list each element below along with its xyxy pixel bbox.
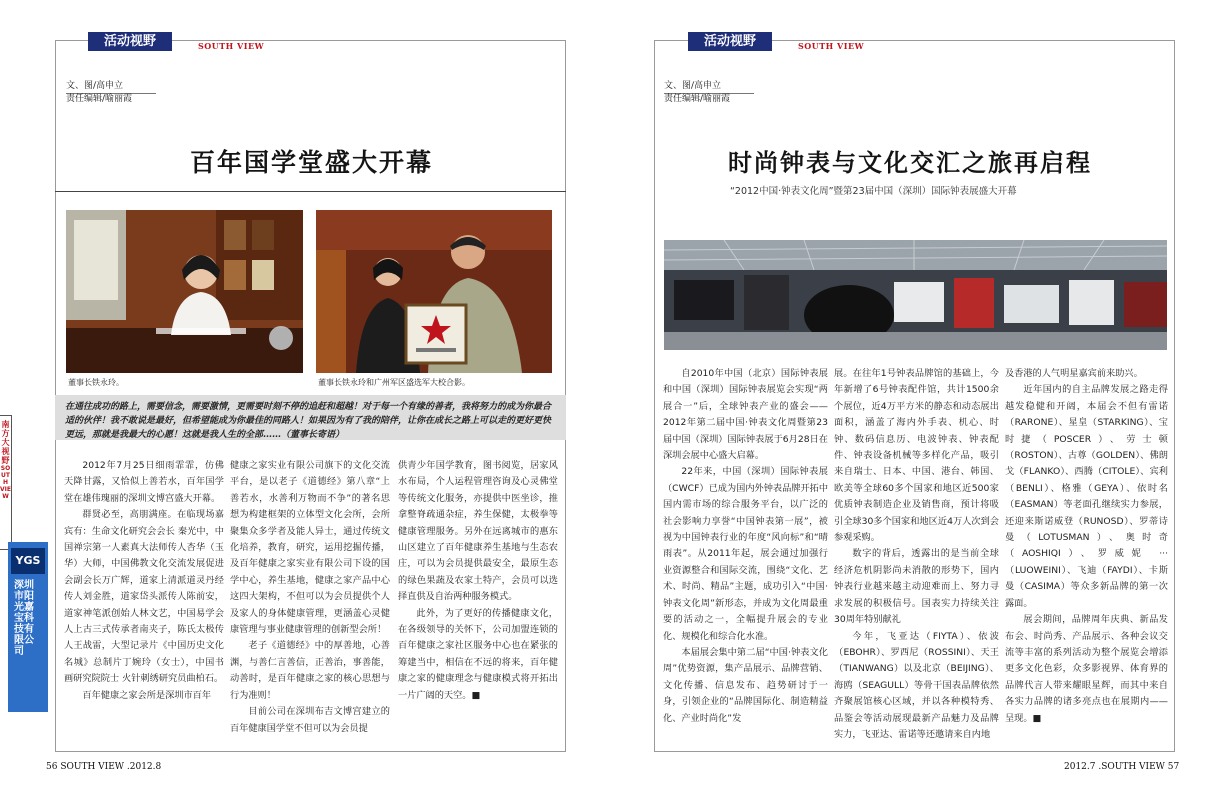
paragraph: 本届展会集中第二届“中国·钟表文化周”优势资源，集产品展示、品牌营销、文化传播、信息发布、趋势研讨于一身，引领企业的“品牌国际化、制造精益化、产业时尚化”发 (663, 646, 828, 724)
paragraph: 老子《道德经》中的厚善地，心善渊，与善仁言善信，正善治，事善能，动善时，是百年健康之家的核心思想与行为准则！ (230, 640, 390, 701)
title-rule (55, 191, 566, 192)
photo2-caption: 董事长铁永玲和广州军区盛选军大校合影。 (318, 378, 470, 387)
section-tab: 活动视野 (688, 32, 772, 51)
editor-credit: 责任编辑/喻丽霞 (664, 94, 731, 104)
chairwoman-photo (66, 210, 303, 373)
paragraph: 数字的背后，透露出的是当前全球经济危机阴影尚未消散的形势下，国内钟表行业越来越主动迎难而上、努力寻求发展的积极信号。国表实力持续关注30周年特别献礼 (834, 548, 999, 626)
body-column-2 (230, 458, 390, 748)
editor-credit: 责任编辑/喻丽霞 (66, 94, 133, 104)
paragraph: 群贤必至，高朋满座。在临现场嘉宾有：生命文化研究会会长 秦光中，中国禅宗第一人素真大法师传人杏华（玉华）大师，中国佛教文化交流发展促进会副会长万广辉，道家上清派道灵丹经传人刘金胜，道家岱头派传人陈前安，道家神笔派创始人林文艺，中国易学会人上古三式传承者南夹子，陈氏太极传人王战雷，大型记录片《中国历史文化名城》总制片丁婉玲（女士），中国书画研究院院士 火针刺绣研究员曲柏石。 (64, 509, 224, 685)
advertisement-strip (8, 542, 48, 712)
article-title: 时尚钟表与文化交汇之旅再启程 (728, 149, 1092, 177)
group-photo (316, 210, 552, 373)
paragraph: 展。在往年1号钟表品牌馆的基础上，今年新增了6号钟表配件馆，共计1500余个展位，近4万平方米的静态和动态展出面积，涵盖了海内外手表、机心、时钟、数码信息历、电波钟表、钟表配件、钟表设备机械等多样化产品，吸引来自瑞士、日本、中国、港台、韩国、欧美等全球60多个国家和地区近500家优质钟表制造企业及销售商，预计将吸引全球30多个国家和地区近4万人次到会参观采购。 (834, 368, 999, 544)
paragraph: 今年，飞亚达（FIYTA）、依波（EBOHR）、罗西尼（ROSSINI）、天王（TIANWANG）以及北京（BEIJING）、海鸥（SEAGULL）等骨干国表品牌依然齐聚展馆核心区域，并以各种模特秀、品鉴会等活动展现最新产品魅力及品牌实力，飞亚达、雷诺等还邀请来自内地 (834, 630, 999, 740)
company-logo: YGS (11, 548, 45, 574)
paragraph: 自2010年中国（北京）国际钟表展和中国（深圳）国际钟表展览会实现“两展合一”后，全球钟表产业的盛会——2012年第二届中国·钟表文化周暨第23届中国（深圳）国际钟表展于6月28日在深圳会展中心盛大启幕。 (663, 368, 828, 462)
spine-tab (0, 415, 12, 550)
left-page (0, 0, 600, 788)
paragraph: 目前公司在深圳布吉文博宫建立的百年健康国学堂不但可以为会员提 (230, 706, 390, 734)
exhibition-panorama (664, 240, 1167, 350)
paragraph: 及香港的人气明星嘉宾前来助兴。 (1005, 368, 1143, 379)
article-title: 百年国学堂盛大开幕 (190, 148, 434, 177)
right-page (610, 0, 1219, 788)
company-name: 深圳市阳光嘉宝科技有限公司 (14, 580, 34, 657)
paragraph: 健康之家实业有限公司旗下的文化交流平台，是以老子《道德经》第八章“上善若水，水善利万物而不争”的著名思想为构建框架的立体型文化会所，会所聚集众多学者及能人异士，通过传统文化培养，教育，研究，运用挖掘传播，及百年健康之家实业有限公司下设的国学中心，养生基地，健康之家产品中心这四大架构，不但可以为会员提供个人及家人的身体健康管理，更涵盖心灵健康管理与事业健康管理的创新型会所！ (230, 460, 390, 636)
exhibition-hall-scene (664, 240, 1167, 350)
spine-text: 大视野 (1, 438, 10, 465)
body-column-1 (64, 458, 224, 748)
office-scene (66, 210, 303, 373)
page-footer: 2012.7 .SOUTH VIEW 57 (1064, 762, 1180, 772)
paragraph: 百年健康之家会所是深圳市百年 (82, 689, 212, 701)
paragraph: 此外，为了更好的传播健康文化，在各级领导的关怀下，公司加盟连锁的百年健康之家社区服务中心也在紧张的筹建当中，相信在不远的将来，百年健康之家的健康理念与健康模式将开拓出一片广阔的天空。■ (398, 607, 558, 701)
paragraph: 供青少年国学教育，图书阅览，居家风水布局，个人运程管理咨询及心灵佛堂等传统文化服务，亦提供中医坐诊，推拿整脊疏通杂症，养生保健，太极拳等健康管理服务。另外在远离城市的惠东山区建立了百年健康养生基地与生态农庄，可以为会员提供最安全，最原生态的绿色果蔬及农家土特产，会员可以选择直供及自治两种服务模式。 (398, 460, 558, 603)
author-credit: 文、图/高申立 (66, 81, 124, 91)
paragraph: 2012年7月25日细雨霏霏，仿佛天降甘露，又恰似上善若水，百年国学堂在雄伟瑰丽的深圳文博宫盛大开幕。 (64, 460, 224, 504)
photo1-caption: 董事长铁永玲。 (68, 378, 124, 387)
paragraph: 展会期间，品牌周年庆典、新品发布会、时尚秀、产品展示、各种会议交流等丰富的系列活动为整个展览会增添更多文化色彩，众多影视界、体育界的品牌代言人带来耀眼星辉，而其中来自各实力品牌的诸多亮点也在展期内——呈现。■ (1005, 614, 1168, 724)
chairwoman-quote: 在通往成功的路上，需要信念，需要激情，更需要时刻不停的追赶和超越！对于每一个有缘的善者，我将努力的成为你最合适的伙伴！我不敢说是最好，但希望能成为你最佳的同路人！如果因为有了我的陪伴，让你在成长之路上可以走的更好更快更远，那就是我最大的心愿！这就是我人生的全部……（董事长寄语） (55, 395, 566, 440)
award-scene (316, 210, 552, 373)
body-column-3 (1005, 366, 1168, 752)
body-column-3 (398, 458, 558, 748)
paragraph: 22年来，中国（深圳）国际钟表展（CWCF）已成为国内外钟表品牌开拓中国内需市场的综合服务平台，以广泛的社会影响力享誉“中国钟表第一展”，被视为中国钟表行业的年度“风向标”和“晴雨表”。从2011年起，展会通过加强行业资源整合和国际交流，围绕“文化、艺术、时尚、精品”主题，成功引入“中国·钟表文化周”新形态，并成为文化周最重要的活动之一，全幅提升展会的专业化、规模化和综合化水准。 (663, 466, 828, 642)
author-credit: 文、图/高申立 (664, 81, 722, 91)
article-subtitle: “2012中国·钟表文化周”暨第23届中国（深圳）国际钟表展盛大开幕 (730, 186, 1017, 197)
body-column-2 (834, 366, 999, 752)
section-subtitle: SOUTH VIEW (198, 41, 265, 51)
spine-text: 南方 (1, 420, 10, 438)
page-footer: 56 SOUTH VIEW .2012.8 (46, 762, 162, 772)
body-column-1 (663, 366, 828, 752)
paragraph: 近年国内的自主品牌发展之路走得越发稳健和开阔，本届会不但有雷诺（RARONE）、星皇（STARKING）、宝时捷（POSCER）、劳士顿（ROSTON）、古尊（GOLDEN）、佛朗戈（FLANKO）、西腾（CITOLE）、宾利（BENLI）、格雅（GEYA）、依时名（EASMAN）等老面孔继续实力参展，还迎来斯诺威登（RUNOSD）、罗蒂诗曼（LOTUSMAN）、奥时奇（AOSHIQI）、罗威妮 ···（LUOWEINI）、飞迪（FAYDI）、卡斯曼（CASIMA）等众多新品牌的第一次露面。 (1005, 384, 1168, 609)
section-tab: 活动视野 (88, 32, 172, 51)
section-subtitle: SOUTH VIEW (798, 41, 865, 51)
spine-text: SOUTH VIEW (0, 465, 11, 500)
